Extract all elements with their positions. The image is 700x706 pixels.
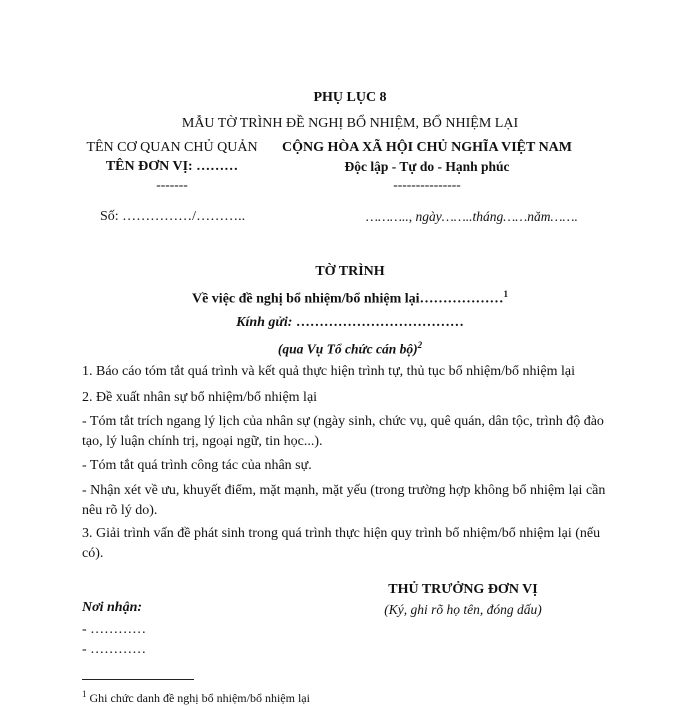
national-motto: Độc lập - Tự do - Hạnh phúc bbox=[344, 159, 510, 174]
recipient-item: - ………… bbox=[82, 622, 147, 637]
recipient-label: Kính gửi: bbox=[236, 315, 293, 330]
signature-title: THỦ TRƯỞNG ĐƠN VỊ bbox=[388, 582, 538, 597]
via-line bbox=[278, 340, 422, 358]
footnote-ref-1: 1 bbox=[503, 289, 509, 299]
footnote bbox=[82, 689, 310, 706]
unit-name: TÊN ĐƠN VỊ: ……… bbox=[105, 159, 239, 174]
body-bullet-2: - Tóm tắt quá trình công tác của nhân sự. bbox=[82, 458, 312, 473]
footnote-number: 1 bbox=[82, 689, 87, 699]
body-item-3: 3. Giải trình vấn đề phát sinh trong quá trình thực hiện quy trình bổ nhiệm/bổ nhiệm lại (nếu có). bbox=[82, 526, 601, 561]
via-text: (qua Vụ Tổ chức cán bộ) bbox=[277, 341, 418, 357]
template-title: MẪU TỜ TRÌNH ĐỀ NGHỊ BỔ NHIỆM, BỔ NHIỆM LẠI bbox=[181, 116, 519, 131]
recipients-label: Nơi nhận: bbox=[82, 600, 143, 615]
document-subject bbox=[192, 289, 508, 308]
signature-note: (Ký, ghi rõ họ tên, đóng dấu) bbox=[384, 602, 542, 617]
place-date: ……….., ngày……..tháng……năm……. bbox=[366, 209, 578, 224]
document-number: Số: ……………/……….. bbox=[100, 209, 246, 224]
footnote-ref-2: 2 bbox=[417, 340, 423, 350]
document-type: TỜ TRÌNH bbox=[315, 264, 385, 279]
body-item-1: 1. Báo cáo tóm tắt quá trình và kết quả thực hiện trình tự, thủ tục bổ nhiệm/bổ nhiệm lại bbox=[82, 364, 576, 379]
body-bullet-3: - Nhận xét về ưu, khuyết điểm, mặt mạnh, mặt yếu (trong trường hợp không bổ nhiệm lại cần nêu rõ lý do). bbox=[82, 483, 606, 518]
agency-name: TÊN CƠ QUAN CHỦ QUẢN bbox=[86, 140, 258, 155]
footnote-separator bbox=[82, 679, 194, 680]
recipient-value: ……………………………… bbox=[292, 315, 464, 330]
left-dash-divider: ------- bbox=[156, 177, 188, 192]
body-item-2: 2. Đề xuất nhân sự bổ nhiệm/bổ nhiệm lại bbox=[82, 390, 318, 405]
footnote-text: Ghi chức danh đề nghị bổ nhiệm/bổ nhiệm lại bbox=[86, 691, 310, 705]
subject-text: Về việc đề nghị bổ nhiệm/bổ nhiệm lại……………… bbox=[191, 291, 504, 307]
right-dash-divider: --------------- bbox=[393, 177, 461, 192]
appendix-heading: PHỤ LỤC 8 bbox=[313, 90, 387, 105]
republic-name: CỘNG HÒA XÃ HỘI CHỦ NGHĨA VIỆT NAM bbox=[281, 140, 573, 155]
recipient-line bbox=[236, 315, 464, 331]
recipient-item: - ………… bbox=[82, 642, 147, 657]
body-bullet-1: - Tóm tắt trích ngang lý lịch của nhân sự (ngày sinh, chức vụ, quê quán, dân tộc, trình độ đào tạo, lý luận chính trị, ngoại ngữ, tin học...). bbox=[82, 414, 604, 449]
